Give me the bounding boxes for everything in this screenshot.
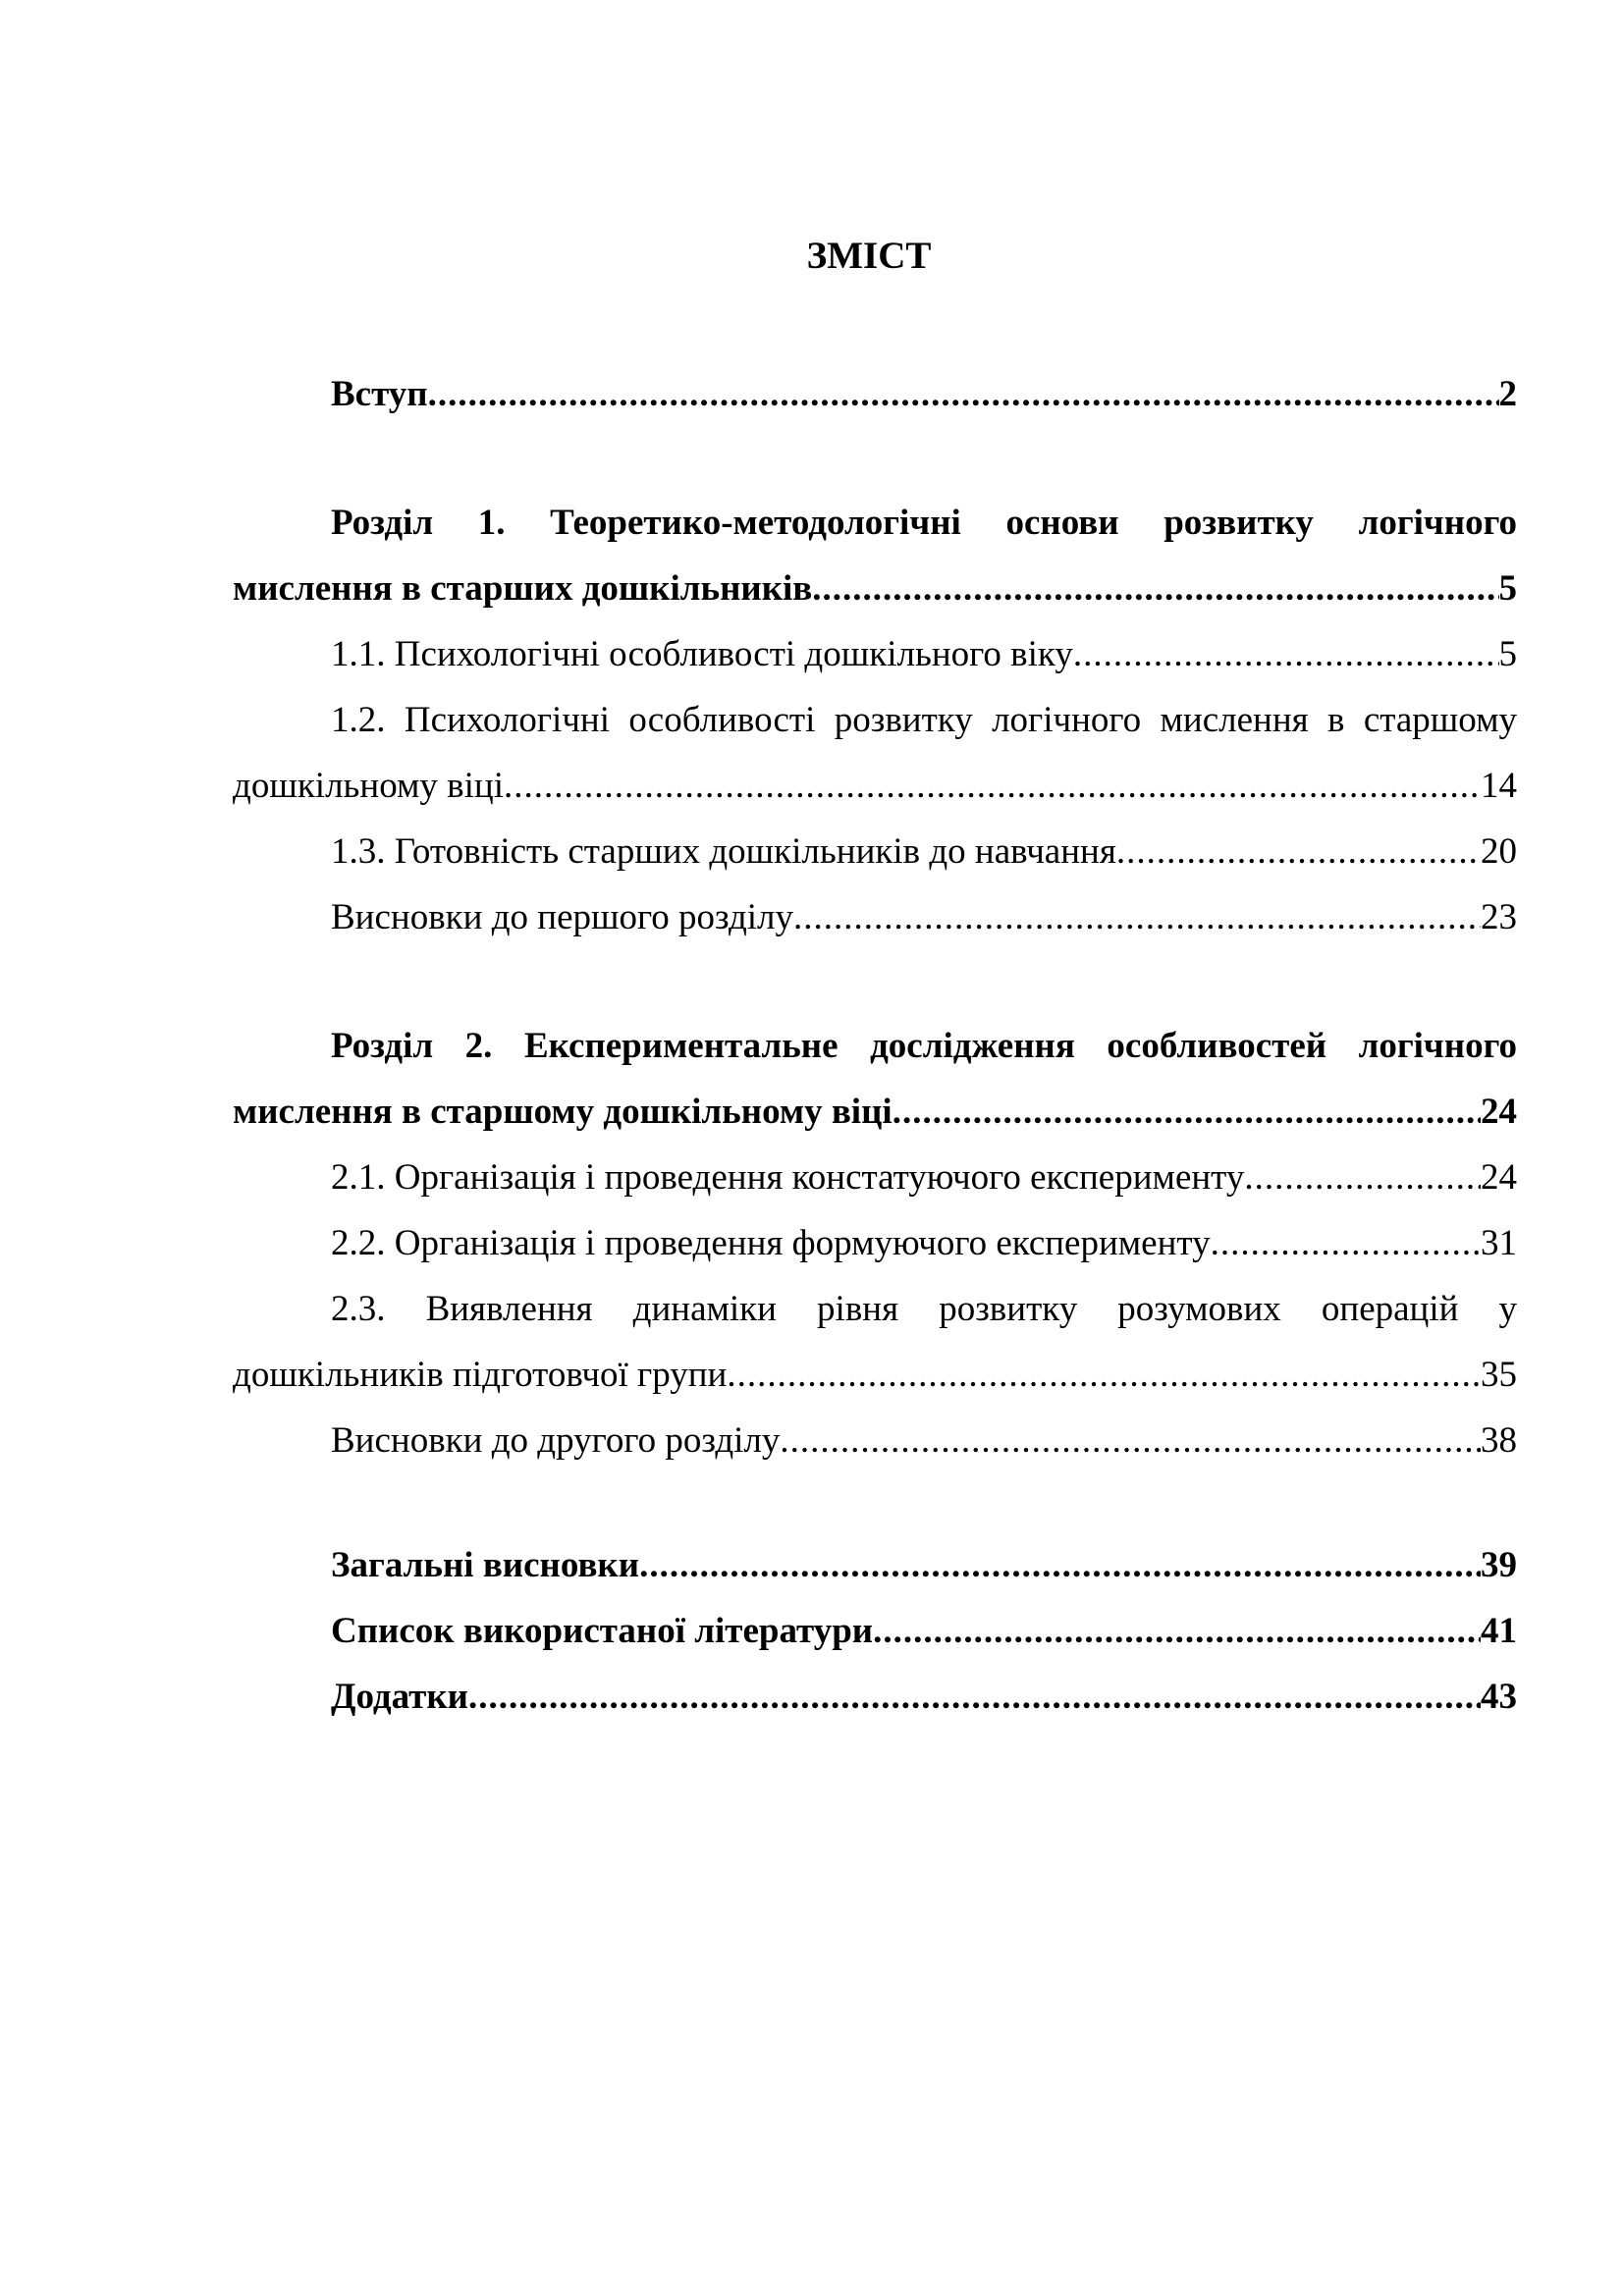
toc-entry-title: мислення в старшому дошкільному віці (233, 1092, 893, 1132)
toc-page-number: 23 (1481, 897, 1517, 937)
dot-leader (1073, 621, 1499, 687)
toc-entry-section-1-2[interactable] (233, 687, 1517, 819)
toc-entry-first-line: 2.3. Виявлення динаміки рівня розвитку розумових операцій у (331, 1289, 1517, 1329)
toc-page-number: 20 (1481, 831, 1517, 872)
toc-page-number: 5 (1498, 568, 1517, 609)
toc-entry-chapter-1[interactable] (233, 490, 1517, 621)
toc-page-number: 43 (1481, 1677, 1517, 1717)
section-gap (233, 1473, 1517, 1532)
dot-leader (893, 1079, 1481, 1145)
dot-leader (639, 1532, 1481, 1598)
toc-entry-title: Вступ (331, 374, 428, 414)
toc-entry-section-2-2[interactable] (233, 1210, 1517, 1276)
dot-leader (1116, 819, 1481, 884)
page-title: ЗМІСТ (806, 235, 932, 277)
toc-page-number: 14 (1481, 766, 1517, 806)
toc-entry-section-1-1[interactable] (233, 621, 1517, 687)
toc-entry-first-line: Розділ 1. Теоретико-методологічні основи розвитку логічного (331, 503, 1517, 543)
dot-leader (1211, 1210, 1481, 1276)
toc-entry-section-1-3[interactable] (233, 819, 1517, 884)
toc-page-number: 41 (1481, 1611, 1517, 1651)
toc-page-number: 24 (1481, 1157, 1517, 1198)
toc-page-number: 31 (1481, 1223, 1517, 1263)
toc-entry-title: дошкільників підготовчої групи (233, 1355, 728, 1395)
dot-leader (428, 361, 1499, 427)
toc-page-number: 24 (1481, 1092, 1517, 1132)
dot-leader (812, 556, 1498, 621)
toc-page-number: 5 (1498, 634, 1517, 674)
toc-entry-conclusions-2[interactable] (233, 1408, 1517, 1473)
dot-leader (873, 1598, 1481, 1664)
dot-leader (780, 1408, 1481, 1473)
dot-leader (504, 753, 1481, 819)
dot-leader (727, 1342, 1481, 1408)
toc-entry-title: 1.3. Готовність старших дошкільників до навчання (331, 831, 1116, 872)
dot-leader (468, 1664, 1481, 1730)
toc-entry-chapter-2[interactable] (233, 1013, 1517, 1145)
toc-entry-title: мислення в старших дошкільників (233, 568, 813, 609)
toc-entry-appendices[interactable] (233, 1664, 1517, 1730)
table-of-contents (233, 361, 1517, 1730)
toc-entry-references[interactable] (233, 1598, 1517, 1664)
dot-leader (793, 884, 1481, 950)
toc-page-number: 38 (1481, 1420, 1517, 1461)
toc-entry-title: дошкільному віці (233, 766, 505, 806)
section-gap (233, 427, 1517, 490)
toc-entry-general-conclusions[interactable] (233, 1532, 1517, 1598)
toc-page-number: 35 (1481, 1355, 1517, 1395)
toc-entry-first-line: 1.2. Психологічні особливості розвитку логічного мислення в старшому (331, 700, 1517, 740)
toc-entry-section-2-1[interactable] (233, 1145, 1517, 1210)
toc-entry-first-line: Розділ 2. Експериментальне дослідження особливостей логічного (331, 1026, 1517, 1066)
toc-entry-title: Список використаної літератури (331, 1611, 874, 1651)
toc-entry-title: Висновки до другого розділу (331, 1420, 781, 1461)
toc-entry-title: Висновки до першого розділу (331, 897, 794, 937)
toc-page-number: 39 (1481, 1545, 1517, 1585)
dot-leader (1244, 1145, 1481, 1210)
section-gap (233, 950, 1517, 1013)
toc-entry-conclusions-1[interactable] (233, 884, 1517, 950)
toc-page-number: 2 (1498, 374, 1517, 414)
toc-entry-title: Додатки (331, 1677, 468, 1717)
toc-entry-title: 2.1. Організація і проведення констатуючого експерименту (331, 1157, 1245, 1198)
toc-entry-title: 1.1. Психологічні особливості дошкільного віку (331, 634, 1073, 674)
toc-entry-section-2-3[interactable] (233, 1276, 1517, 1408)
toc-entry-title: Загальні висновки (331, 1545, 640, 1585)
toc-entry-title: 2.2. Організація і проведення формуючого експерименту (331, 1223, 1211, 1263)
toc-entry-intro[interactable] (233, 361, 1517, 427)
